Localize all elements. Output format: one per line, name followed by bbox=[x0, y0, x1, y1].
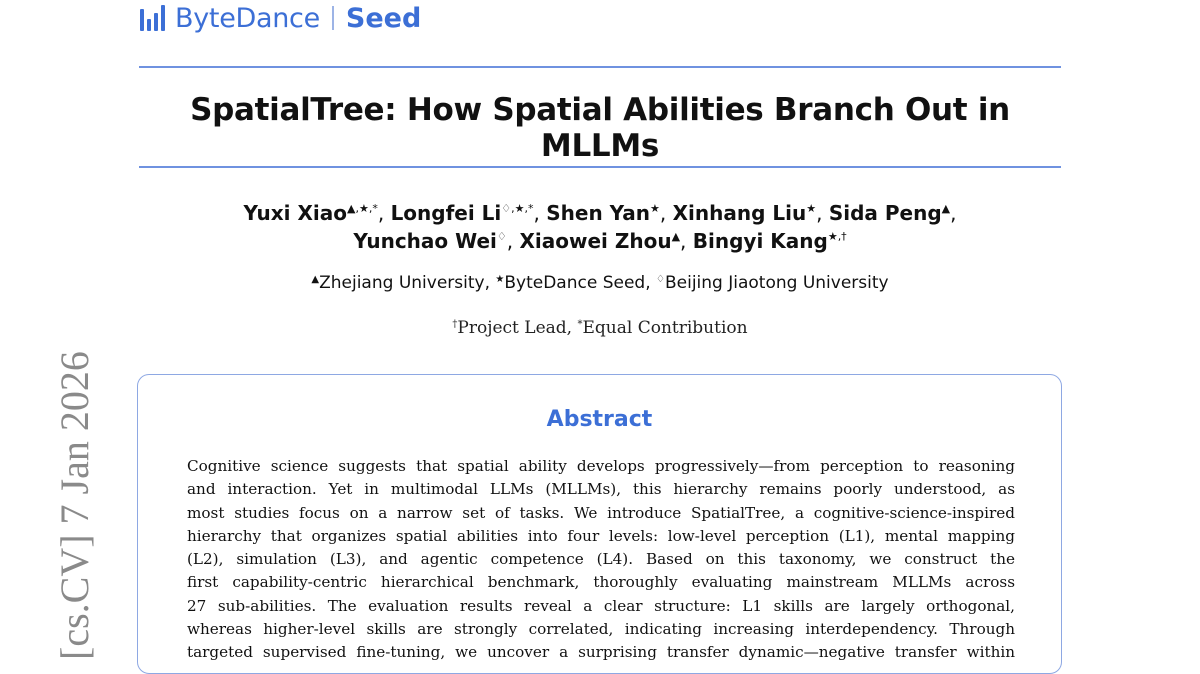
author-separator: , bbox=[533, 201, 547, 225]
affiliation-name: ByteDance Seed bbox=[504, 273, 646, 293]
author-name: Yunchao Wei bbox=[353, 229, 497, 253]
author-affiliation-marks: ★ bbox=[650, 202, 660, 215]
abstract-line: whereas higher-level skills are strongly correlated, indicating increasing interdependency. Through bbox=[187, 620, 1015, 639]
contribution-text: Project Lead bbox=[457, 318, 567, 338]
author-name: Bingyi Kang bbox=[692, 229, 828, 253]
affiliation-mark: ♢ bbox=[656, 274, 665, 285]
author-line-1 bbox=[139, 199, 1061, 227]
author-separator: , bbox=[377, 201, 391, 225]
author-line-2 bbox=[139, 227, 1061, 255]
author-affiliation-marks: ★,† bbox=[827, 230, 847, 243]
contribution-mark: * bbox=[577, 319, 583, 330]
bytedance-seed-logo bbox=[140, 0, 421, 36]
author-name: Longfei Li bbox=[390, 201, 502, 225]
author-affiliation-marks: ▲ bbox=[941, 202, 951, 215]
abstract-line: (L2), simulation (L3), and agentic competence (L4). Based on this taxonomy, we construct the bbox=[187, 550, 1015, 569]
logo-product-text: Seed bbox=[345, 2, 422, 34]
contribution-text: Equal Contribution bbox=[582, 318, 748, 338]
contribution-mark: † bbox=[452, 319, 458, 330]
affiliation-separator: , bbox=[645, 273, 657, 293]
author-name: Xinhang Liu bbox=[672, 201, 807, 225]
abstract-line: targeted supervised fine-tuning, we uncover a surprising transfer dynamic—negative transfer within bbox=[187, 643, 1015, 662]
author-separator: , bbox=[950, 201, 957, 225]
paper-title: SpatialTree: How Spatial Abilities Branch Out in MLLMs bbox=[190, 92, 1010, 164]
abstract-line: and interaction. Yet in multimodal LLMs (MLLMs), this hierarchy remains poorly understood, as bbox=[187, 480, 1015, 499]
author-name: Sida Peng bbox=[828, 201, 942, 225]
author-list bbox=[139, 199, 1061, 255]
abstract-line: most studies focus on a narrow set of tasks. We introduce SpatialTree, a cognitive-science-inspired bbox=[187, 503, 1015, 522]
author-affiliation-marks: ♢,★,* bbox=[501, 202, 534, 215]
bytedance-logo-icon bbox=[140, 5, 165, 31]
author-affiliation-marks: ♢ bbox=[496, 230, 507, 243]
author-separator: , bbox=[680, 229, 693, 253]
author-name: Shen Yan bbox=[546, 201, 651, 225]
title-bottom-rule bbox=[139, 166, 1061, 168]
abstract-line: 27 sub-abilities. The evaluation results reveal a clear structure: L1 skills are largely orthogonal, bbox=[187, 596, 1015, 615]
logo-divider bbox=[332, 6, 334, 30]
abstract-box bbox=[137, 374, 1062, 674]
affiliation-mark: ▲ bbox=[311, 274, 320, 285]
author-affiliation-marks: ▲ bbox=[671, 230, 681, 243]
affiliation-name: Beijing Jiaotong University bbox=[664, 273, 889, 293]
author-separator: , bbox=[659, 201, 673, 225]
affiliation-separator: , bbox=[484, 273, 496, 293]
abstract-heading: Abstract bbox=[546, 407, 653, 432]
author-name: Xiaowei Zhou bbox=[519, 229, 672, 253]
abstract-line: hierarchy that organizes spatial abilities into four levels: low-level perception (L1), mental mapping bbox=[187, 526, 1015, 545]
affiliation-mark: ★ bbox=[495, 274, 505, 285]
abstract-line: Cognitive science suggests that spatial ability develops progressively—from perception to reasoning bbox=[187, 457, 1015, 475]
author-name: Yuxi Xiao bbox=[243, 201, 348, 225]
author-separator: , bbox=[506, 229, 520, 253]
author-separator: , bbox=[816, 201, 829, 225]
arxiv-side-stamp: [cs.CV] 7 Jan 2026 bbox=[52, 351, 97, 660]
author-affiliation-marks: ▲,★,* bbox=[347, 202, 378, 215]
logo-brand-text: ByteDance bbox=[175, 2, 320, 34]
abstract-line: first capability-centric hierarchical benchmark, thoroughly evaluating mainstream MLLMs across bbox=[187, 573, 1015, 592]
author-affiliation-marks: ★ bbox=[806, 202, 817, 215]
affiliation-list bbox=[139, 273, 1061, 293]
affiliation-name: Zhejiang University bbox=[319, 273, 485, 293]
contribution-separator: , bbox=[566, 318, 578, 338]
contribution-notes bbox=[139, 318, 1061, 338]
abstract-text bbox=[187, 455, 1015, 665]
title-top-rule bbox=[139, 66, 1061, 68]
